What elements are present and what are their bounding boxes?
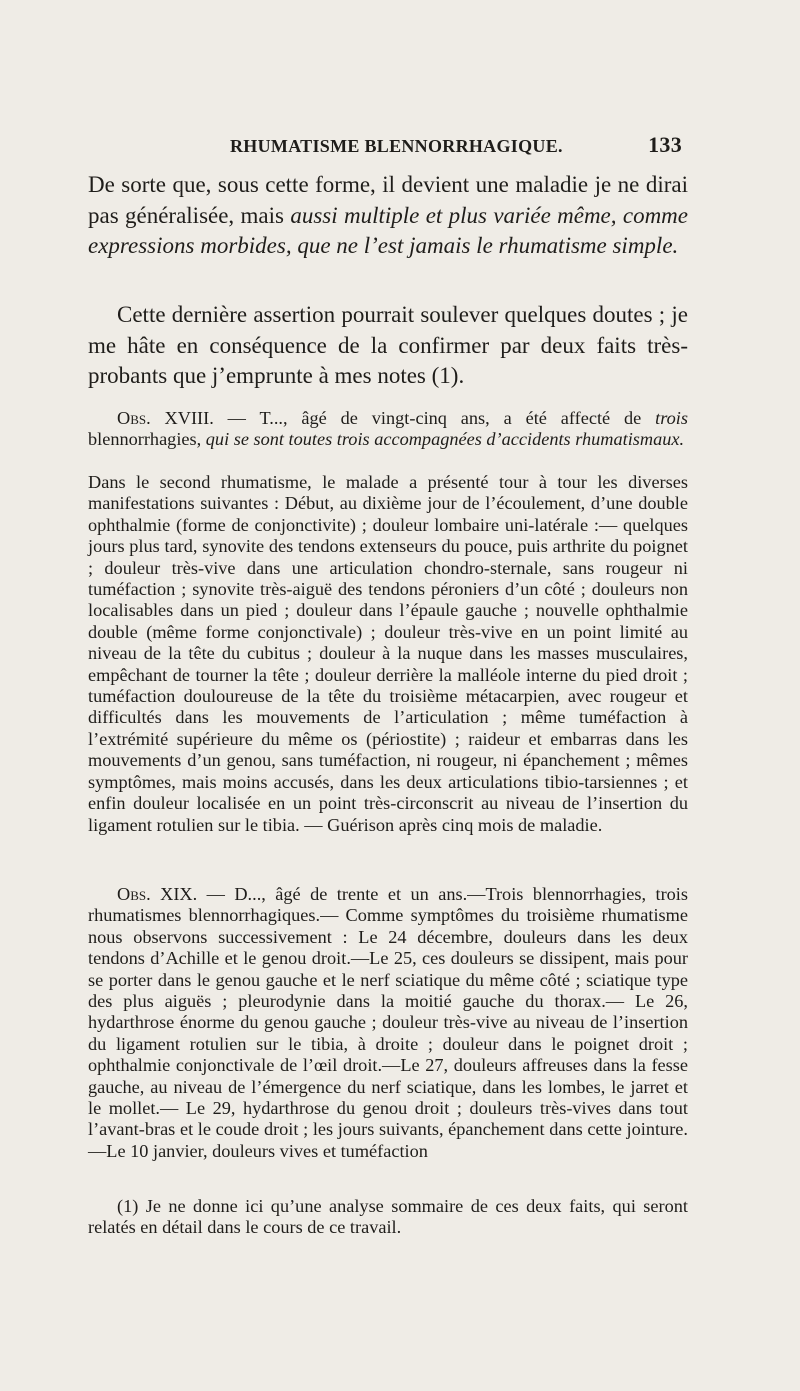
observation-19-label: Obs. XIX.: [117, 884, 198, 904]
page-number: 133: [648, 132, 682, 157]
running-header: [230, 132, 682, 160]
observation-19: [88, 884, 688, 1162]
observation-18-italic-summary: qui se sont toutes trois accompagnées d’accidents rhumatismaux.: [205, 429, 685, 450]
observation-18-body: [88, 472, 688, 836]
footnote: [88, 1196, 688, 1239]
running-title: RHUMATISME BLENNORRHAGIQUE.: [230, 136, 563, 156]
observation-18-italic-count: trois: [655, 408, 688, 428]
observation-18-intro: — T..., âgé de vingt-cinq ans, a été affecté de: [213, 408, 656, 428]
paragraph-assertion: Cette dernière assertion pourrait soulever quelques doutes ; je me hâte en conséquence de la confirmer par deux faits très-probants que j’emprunte à mes notes (1).: [88, 302, 688, 388]
observation-18-heading: [88, 408, 688, 451]
paragraph-intro: [88, 170, 688, 262]
observation-18-label: Obs. XVIII.: [117, 408, 214, 428]
observation-19-body: — D..., âgé de trente et un ans.—Trois blennorrhagies, trois rhumatismes blennorrhagiques.— Comme symptômes du troisième rhumatisme nous observons successivement : Le 24 décembre, douleurs dans les deux tendons d’Achille et le genou droit.—Le 25, ces douleurs se dissipent, mais pour se porter dans le genou gauche et le nerf sciatique du même côté ; sciatique type des plus aiguës ; pleurodynie dans la moitié gauche du thorax.— Le 26, hydarthrose énorme du genou gauche ; douleur très-vive au niveau de l’insertion du ligament rotulien sur le tibia, à droite ; douleur dans le poignet droit ; ophthalmie conjonctivale de l’œil droit.—Le 27, douleurs affreuses dans la fesse gauche, au niveau de l’émergence du nerf sciatique, dans les lombes, le jarret et le mollet.— Le 29, hydarthrose du genou droit ; douleurs très-vives dans tout l’avant-bras et le coude droit ; les jours suivants, épanchement dans cette jointure.—Le 10 janvier, douleurs vives et tuméfaction: [88, 884, 688, 1161]
observation-18-mid: blennorrhagies,: [88, 429, 206, 450]
observation-18-body-text: Dans le second rhumatisme, le malade a présenté tour à tour les diverses manifestations suivantes : Début, au dixième jour de l’écoulement, d’une double ophthalmie (forme de conjonctivite) ; douleur lombaire uni-latérale :— quelques jours plus tard, synovite des tendons extenseurs du pouce, puis arthrite du poignet ; douleur très-vive dans une articulation chondro-sternale, sans rougeur ni tuméfaction ; synovite très-aiguë des tendons péroniers d’un côté ; douleurs non localisables dans un pied ; douleur dans l’épaule gauche ; nouvelle ophthalmie double (même forme conjonctivale) ; douleur très-vive en un point limité au niveau de la tête du cubitus ; douleur à la nuque dans les masses musculaires, empêchant de tourner la tête ; douleur derrière la malléole interne du pied droit ; tuméfaction douloureuse de la tête du troisième métacarpien, avec rougeur et difficultés dans les mouvements de l’articulation ; même tuméfaction à l’extrémité supérieure du même os (périostite) ; raideur et embarras dans les mouvements d’un genou, sans tuméfaction, ni rougeur, ni épanchement ; mêmes symptômes, mais moins accusés, dans les deux articulations tibio-tarsiennes ; et enfin douleur localisée en un point très-circonscrit au niveau de l’insertion du ligament rotulien sur le tibia. — Guérison après cinq mois de maladie.: [88, 472, 688, 835]
paragraph-intro-italic: aussi multiple et plus variée même, comme expressions morbides, que ne l’est jamais le rhumatisme simple.: [88, 202, 689, 258]
paragraph-intro-text: De sorte que, sous cette forme, il devient une maladie je ne dirai pas généralisée, mais: [88, 172, 688, 228]
footnote-text: (1) Je ne donne ici qu’une analyse sommaire de ces deux faits, qui seront relatés en détail dans le cours de ce travail.: [88, 1196, 688, 1238]
